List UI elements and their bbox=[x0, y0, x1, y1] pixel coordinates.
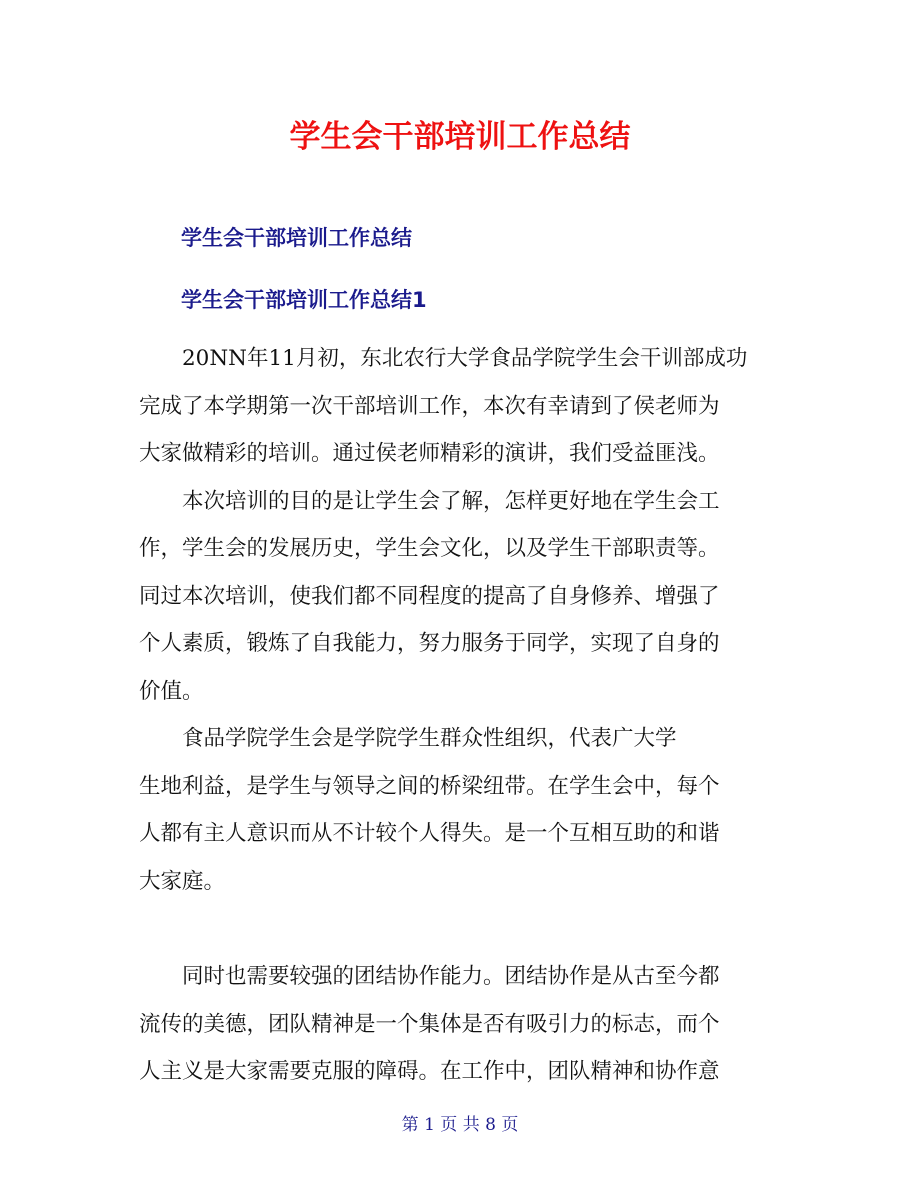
body-text-block-1 bbox=[139, 335, 789, 905]
paragraph-line: 大家庭。 bbox=[139, 868, 226, 894]
body-text-block-2 bbox=[139, 953, 789, 1096]
paragraph-line: 个人素质，锻炼了自我能力，努力服务于同学，实现了自身的 bbox=[139, 631, 720, 656]
document-title: 学生会干部培训工作总结 bbox=[289, 119, 631, 155]
paragraph-line: 本次培训的目的是让学生会了解，怎样更好地在学生会工 bbox=[182, 488, 720, 514]
paragraph-line: 生地利益，是学生与领导之间的桥梁纽带。在学生会中，每个 bbox=[139, 773, 720, 799]
page-number-footer: 第 1 页 共 8 页 bbox=[401, 1115, 519, 1135]
paragraph-line: 流传的美德，团队精神是一个集体是否有吸引力的标志，而个 bbox=[139, 1011, 720, 1037]
paragraph-line: 食品学院学生会是学院学生群众性组织，代表广大学 bbox=[182, 726, 677, 751]
paragraph-line: 完成了本学期第一次干部培训工作，本次有幸请到了侯老师为 bbox=[139, 393, 720, 419]
paragraph-line: 同过本次培训，使我们都不同程度的提高了自身修养、增强了 bbox=[139, 583, 720, 609]
paragraph-line: 大家做精彩的培训。通过侯老师精彩的演讲，我们受益匪浅。 bbox=[139, 441, 720, 466]
subheading-main: 学生会干部培训工作总结 bbox=[181, 226, 412, 250]
paragraph-line: 作，学生会的发展历史，学生会文化，以及学生干部职责等。 bbox=[139, 536, 720, 561]
paragraph-line: 20NN年11月初，东北农行大学食品学院学生会干训部成功 bbox=[182, 346, 748, 371]
paragraph-line: 同时也需要较强的团结协作能力。团结协作是从古至今都 bbox=[182, 964, 720, 989]
subheading-section-1: 学生会干部培训工作总结1 bbox=[181, 288, 427, 312]
paragraph-line: 价值。 bbox=[139, 678, 204, 704]
paragraph-line: 人都有主人意识而从不计较个人得失。是一个互相互助的和谐 bbox=[139, 821, 720, 846]
paragraph-line: 人主义是大家需要克服的障碍。在工作中，团队精神和协作意 bbox=[139, 1059, 720, 1084]
